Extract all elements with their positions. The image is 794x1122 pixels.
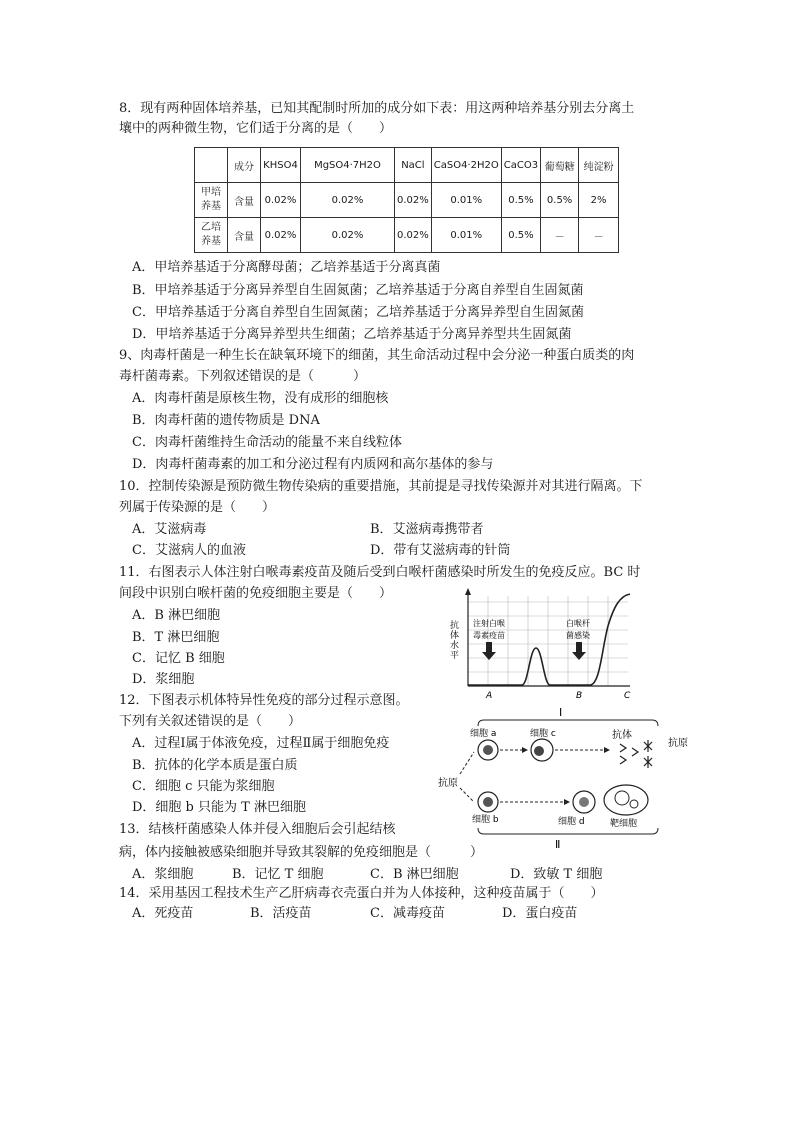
table-header-cell: NaCl	[395, 148, 432, 183]
table-cell: －	[579, 218, 619, 253]
infection-note: 菌感染	[566, 631, 590, 640]
x-tick-c: C	[624, 691, 631, 700]
table-header-cell: 葡萄糖	[541, 148, 579, 183]
y-axis-label: 抗	[450, 621, 460, 631]
q11-option-c: C．记忆 B 细胞	[132, 651, 225, 666]
q11-option-a: A．B 淋巴细胞	[132, 608, 221, 623]
infection-arrow-head	[572, 652, 586, 660]
arrow-head	[604, 747, 610, 753]
q8-stem-line2: 壤中的两种微生物，它们适于分离的是（ ）	[119, 121, 393, 136]
target-cell	[604, 785, 648, 815]
cell-a-label: 细胞 a	[470, 729, 497, 739]
cell-b-label: 细胞 b	[472, 815, 499, 825]
cell-a-nucleus	[483, 745, 493, 755]
antigen-label-left: 抗原	[438, 778, 458, 789]
q14-option-a: A．死疫苗	[132, 906, 194, 921]
table-corner-cell	[195, 148, 228, 183]
table-cell: 0.02%	[261, 183, 301, 218]
table-cell: 含量	[228, 218, 261, 253]
table-header-cell: KHSO4	[261, 148, 301, 183]
y-axis-label: 平	[450, 651, 460, 661]
table-row	[195, 218, 619, 253]
antibody-icon	[620, 744, 638, 764]
cell-c-label: 细胞 c	[530, 729, 556, 739]
q11-option-b: B．T 淋巴细胞	[132, 630, 220, 645]
q8-option-c: C．甲培养基适于分离自养型自生固氮菌；乙培养基适于分离异养型自生固氮菌	[132, 305, 584, 320]
q9-option-d: D．肉毒杆菌毒素的加工和分泌过程有内质网和高尔基体的参与	[132, 457, 494, 472]
vaccine-note: 毒素疫苗	[473, 631, 505, 640]
q12-stem-line2: 下列有关叙述错误的是（ ）	[119, 714, 302, 729]
table-cell: 0.02%	[301, 218, 395, 253]
table-header-cell: CaCO3	[501, 148, 540, 183]
q13-option-b: B．记忆 T 细胞	[232, 867, 324, 882]
q11-stem-line1: 11．右图表示人体注射白喉毒素疫苗及随后受到白喉杆菌感染时所发生的免疫反应。BC 时	[119, 565, 641, 580]
cell-d-label: 细胞 d	[558, 817, 585, 827]
arrow-head	[522, 747, 528, 753]
table-cell: 0.5%	[501, 183, 540, 218]
y-axis-label: 体	[450, 631, 460, 641]
infection-note: 白喉杆	[566, 619, 590, 628]
table-cell: 含量	[228, 183, 261, 218]
q12-option-d: D．细胞 b 只能为 T 淋巴细胞	[132, 800, 306, 815]
q12-option-c: C．细胞 c 只能为浆细胞	[132, 779, 275, 794]
q14-option-d: D．蛋白疫苗	[502, 906, 578, 921]
q9-option-b: B．肉毒杆菌的遗传物质是 DNA	[132, 413, 320, 428]
process-2-label: Ⅱ	[555, 838, 561, 851]
q10-option-d: D．带有艾滋病毒的针筒	[370, 543, 511, 558]
q10-stem-line1: 10．控制传染源是预防微生物传染病的重要措施，其前提是寻找传染源并对其进行隔离。下	[119, 479, 643, 494]
x-tick-b: B	[576, 691, 583, 700]
target-cell-label: 靶细胞	[610, 819, 638, 829]
table-cell: 0.02%	[301, 183, 395, 218]
q10-option-c: C．艾滋病人的血液	[132, 543, 246, 558]
table-cell: 0.02%	[395, 183, 432, 218]
vaccine-arrow-icon	[486, 642, 492, 652]
y-axis-arrow	[465, 588, 471, 595]
q9-stem-line1: 9、肉毒杆菌是一种生长在缺氧环境下的细菌，其生命活动过程中会分泌一种蛋白质类的肉	[119, 348, 635, 363]
q12-option-a: A．过程Ⅰ属于体液免疫，过程Ⅱ属于细胞免疫	[132, 736, 390, 751]
q11-stem-line2: 间段中识别白喉杆菌的免疫细胞主要是（ ）	[119, 586, 393, 601]
antibody-level-graph	[440, 586, 640, 700]
antigen-arrow-up	[460, 752, 474, 774]
infection-arrow-icon	[576, 642, 582, 652]
q14-option-c: C．减毒疫苗	[370, 906, 445, 921]
arrow-head	[564, 799, 570, 805]
culture-medium-table	[194, 147, 619, 253]
x-tick-a: A	[486, 691, 493, 700]
table-header-cell: 纯淀粉	[579, 148, 619, 183]
cell-b-nucleus	[483, 797, 493, 807]
table-row-name: 乙培养基	[195, 218, 228, 253]
q12-option-b: B．抗体的化学本质是蛋白质	[132, 758, 298, 773]
vaccine-arrow-head	[482, 652, 496, 660]
q12-stem-line1: 12．下图表示机体特异性免疫的部分过程示意图。	[119, 693, 409, 708]
q13-option-c: C．B 淋巴细胞	[370, 867, 459, 882]
table-header-cell: CaSO4·2H2O	[431, 148, 501, 183]
q13-stem-line1: 13．结核杆菌感染人体并侵入细胞后会引起结核	[119, 822, 396, 837]
y-axis-label: 水	[450, 641, 460, 651]
q13-option-a: A．浆细胞	[132, 867, 194, 882]
table-cell: 0.5%	[541, 183, 579, 218]
table-cell: －	[541, 218, 579, 253]
table-cell: 0.02%	[261, 218, 301, 253]
cell-d-nucleus	[579, 797, 589, 807]
table-row	[195, 183, 619, 218]
antigen-cluster-icon	[644, 740, 652, 768]
vaccine-note: 注射白喉	[473, 619, 505, 628]
table-header-cell: MgSO4·7H2O	[301, 148, 395, 183]
q10-option-b: B．艾滋病毒携带者	[370, 522, 484, 537]
table-cell: 0.01%	[431, 183, 501, 218]
table-row-name: 甲培养基	[195, 183, 228, 218]
q14-option-b: B．活疫苗	[250, 906, 312, 921]
q8-stem-line1: 8．现有两种固体培养基，已知其配制时所加的成分如下表：用这两种培养基分别去分离土	[119, 101, 635, 116]
antigen-arrow-down	[460, 788, 474, 802]
q9-stem-line2: 毒杆菌毒素。下列叙述错误的是（ ）	[119, 369, 367, 384]
q14-stem: 14．采用基因工程技术生产乙肝病毒衣壳蛋白并为人体接种，这种疫苗属于（ ）	[119, 886, 604, 901]
antigen-label-right: 抗原	[668, 738, 688, 749]
table-header-cell: 成分	[228, 148, 261, 183]
q11-option-d: D．浆细胞	[132, 672, 195, 687]
q9-option-a: A．肉毒杆菌是原核生物，没有成形的细胞核	[132, 391, 389, 406]
process-1-label: Ⅰ	[559, 706, 563, 719]
table-cell: 2%	[579, 183, 619, 218]
process-1-bracket	[478, 720, 658, 726]
table-cell: 0.02%	[395, 218, 432, 253]
q10-option-a: A．艾滋病毒	[132, 522, 207, 537]
q8-option-d: D．甲培养基适于分离异养型共生细菌；乙培养基适于分离异养型共生固氮菌	[132, 327, 572, 342]
table-cell: 0.5%	[501, 218, 540, 253]
table-cell: 0.01%	[431, 218, 501, 253]
q8-option-b: B．甲培养基适于分离异养型自生固氮菌；乙培养基适于分离自养型自生固氮菌	[132, 283, 584, 298]
antibody-label: 抗体	[612, 730, 632, 741]
q13-stem-line2: 病，体内接触被感染细胞并导致其裂解的免疫细胞是（ ）	[119, 845, 484, 860]
immunity-process-diagram	[436, 704, 696, 852]
q10-stem-line2: 列属于传染源的是（ ）	[119, 500, 276, 515]
q13-option-d: D．致敏 T 细胞	[510, 867, 603, 882]
cell-c-nucleus	[534, 746, 544, 756]
q9-option-c: C．肉毒杆菌维持生命活动的能量不来自线粒体	[132, 435, 402, 450]
q8-option-a: A．甲培养基适于分离酵母菌；乙培养基适于分离真菌	[132, 260, 441, 275]
